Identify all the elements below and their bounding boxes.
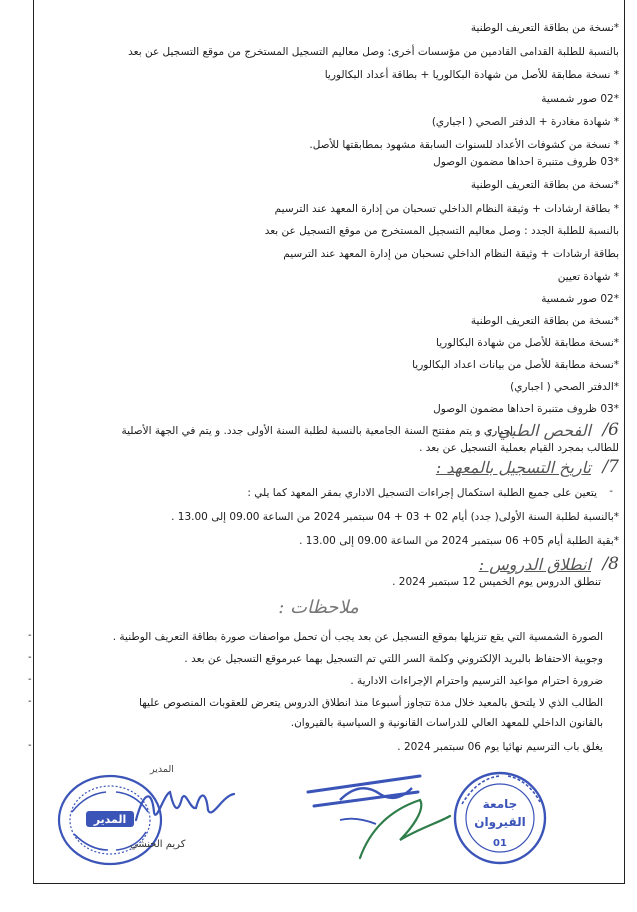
section-6-number: /6 <box>602 420 619 440</box>
note-item: الطالب الذي لا يلتحق بالمعيد خلال مدة تتجاوز أسبوعا منذ انطلاق الدروس يتعرض للعقوبات المنصوص عليها <box>139 697 603 709</box>
section-7-line: *بالنسبة لطلبة السنة الأولى( جدد) أيام 02 + 03 + 04 سبتمبر 2024 من الساعة 09.00 إلى 13.00 . <box>171 511 619 523</box>
doc-line: بطاقة ارشادات + وثيقة النظام الداخلي تسحبان من إدارة المعهد عند الترسيم <box>283 248 619 260</box>
note-item: ضرورة احترام مواعيد الترسيم واحترام الإجراءات الادارية . <box>350 675 603 687</box>
section-7-line: *بقية الطلبة أيام 05+ 06 سبتمبر 2024 من الساعة 09.00 إلى 13.00 . <box>299 535 619 547</box>
note-item: الصورة الشمسية التي يقع تنزيلها بموقع التسجيل عن بعد يجب أن تحمل مواصفات صورة بطاقة التعريف الوطنية . <box>112 631 603 643</box>
doc-line: * نسخة من كشوفات الأعداد للسنوات السابقة مشهود بمطابقتها للأصل. <box>309 139 619 151</box>
doc-line: *03 ظروف متنبرة احداها مضمون الوصول <box>433 403 619 415</box>
doc-line: بالنسبة للطلبة القدامى القادمين من مؤسسات أخرى: وصل معاليم التسجيل المستخرج من موقع التسجيل عن بعد <box>128 46 619 58</box>
university-stamp-icon <box>448 770 552 866</box>
bullet-icon: - <box>609 486 613 497</box>
bullet-icon: - <box>28 696 32 707</box>
director-signature-icon <box>130 780 240 830</box>
bullet-icon: - <box>28 740 32 751</box>
doc-line: *نسخة من بطاقة التعريف الوطنية <box>470 315 619 327</box>
new-students-heading: بالنسبة للطلبة الجدد : وصل معاليم التسجيل المستخرج من موقع التسجيل عن بعد <box>264 225 619 237</box>
bullet-icon: - <box>28 674 32 685</box>
note-item: وجوبية الاحتفاظ بالبريد الإلكتروني وكلمة السر اللتي تم التسجيل بهما عبرموقع التسجيل عن بعد . <box>184 653 603 665</box>
doc-line: *02 صور شمسية <box>541 293 619 305</box>
note-item: بالقانون الداخلي للمعهد العالي للدراسات القانونية و السياسية بالقيروان. <box>290 717 603 729</box>
section-6-text: اجباري و يتم مفتتح السنة الجامعية بالنسبة لطلبة السنة الأولى جدد. و يتم في الجهة الأصلية <box>121 425 513 437</box>
bullet-icon: - <box>28 652 32 663</box>
director-name: كريم الحنشي <box>130 839 186 850</box>
section-6-text: للطالب بمجرد القيام بعملية التسجيل عن بعد . <box>419 442 619 454</box>
svg-text:المدير: المدير <box>93 813 127 826</box>
doc-line: *02 صور شمسية <box>541 93 619 105</box>
notes-title: ملاحظات : <box>278 597 359 618</box>
doc-line: *03 ظروف متنبرة احداها مضمون الوصول <box>433 156 619 168</box>
doc-line: *نسخة مطابقة للأصل من شهادة البكالوريا <box>436 337 619 349</box>
bullet-icon: - <box>28 630 32 641</box>
section-6-title: الفحص الطبي : <box>487 421 591 440</box>
note-item: يغلق باب الترسيم نهائيا يوم 06 سبتمبر 2024 . <box>397 741 603 753</box>
director-role: المدير <box>150 764 174 775</box>
doc-line: *الدفتر الصحي ( اجباري) <box>510 381 619 393</box>
svg-text:جامعة: جامعة <box>482 797 518 811</box>
doc-line: * بطاقة ارشادات + وثيقة النظام الداخلي تسحبان من إدارة المعهد عند الترسيم <box>274 203 619 215</box>
section-8-text: تنطلق الدروس يوم الخميس 12 سبتمبر 2024 . <box>392 576 601 588</box>
doc-line: * نسخة مطابقة للأصل من شهادة البكالوريا + بطاقة أعداد البكالوريا <box>324 69 619 81</box>
doc-line: * شهادة تعيين <box>557 271 619 283</box>
section-7-title: تاريخ التسجيل بالمعهد : <box>435 458 591 477</box>
section-7-number: /7 <box>602 457 619 477</box>
svg-text:01: 01 <box>493 838 507 849</box>
doc-line: *نسخة مطابقة للأصل من بيانات اعداد البكالوريا <box>412 359 619 371</box>
section-8-number: /8 <box>602 554 619 574</box>
doc-line: *نسخة من بطاقة التعريف الوطنية <box>470 22 619 34</box>
doc-line: *نسخة من بطاقة التعريف الوطنية <box>470 179 619 191</box>
section-8-title: انطلاق الدروس : <box>478 555 591 574</box>
svg-text:القيروان: القيروان <box>474 815 526 829</box>
doc-line: * شهادة مغادرة + الدفتر الصحي ( اجباري) <box>431 116 619 128</box>
section-7-intro: يتعين على جميع الطلبة استكمال إجراءات التسجيل الاداري بمقر المعهد كما يلي : <box>247 487 597 499</box>
